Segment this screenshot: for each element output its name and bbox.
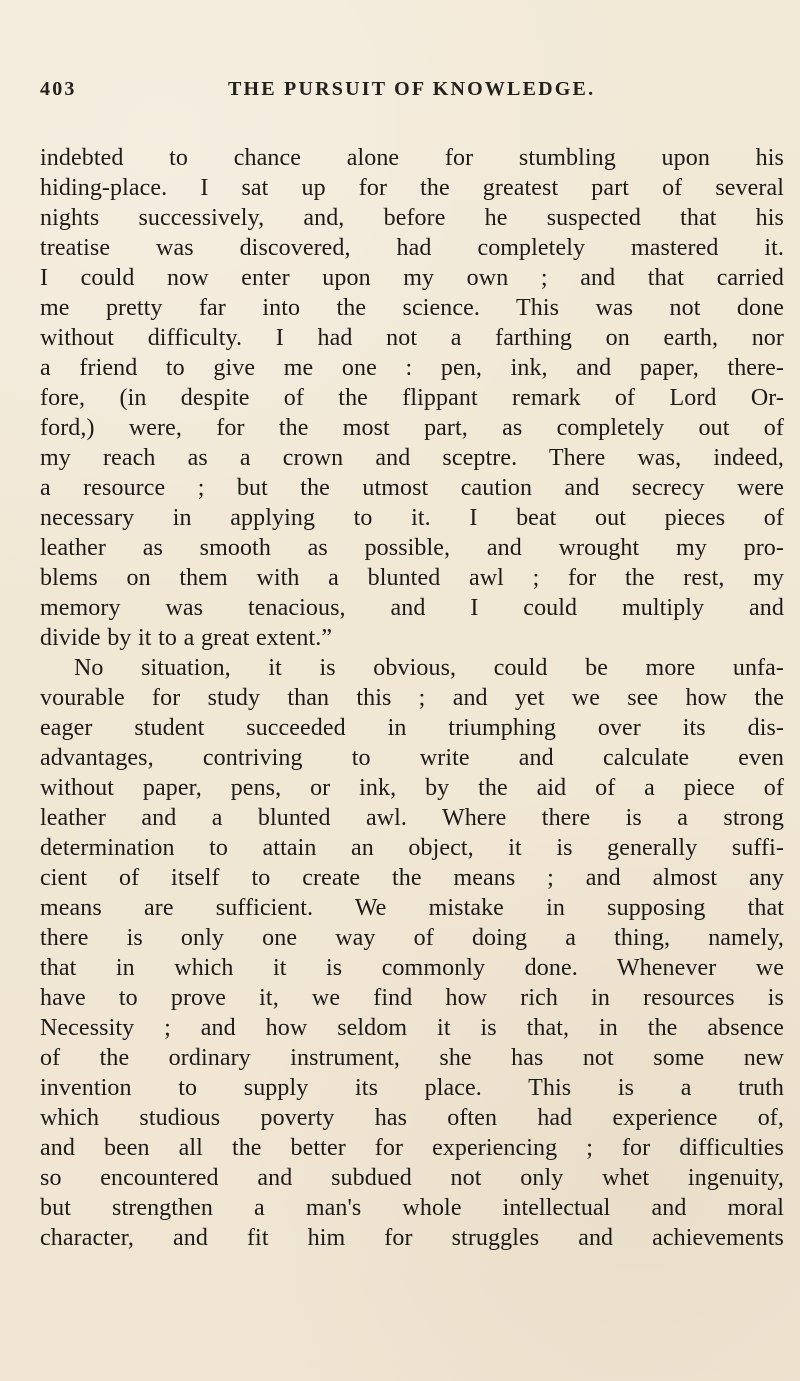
text-line: Necessity ; and how seldom it is that, in the absence bbox=[40, 1015, 784, 1041]
text-line: my reach as a crown and sceptre. There was, indeed, bbox=[40, 445, 784, 471]
page-number: 403 bbox=[40, 78, 77, 100]
text-line: that in which it is commonly done. Whenever we bbox=[40, 955, 784, 981]
text-line: a friend to give me one : pen, ink, and paper, there- bbox=[40, 355, 784, 381]
text-line: means are sufficient. We mistake in supposing that bbox=[40, 895, 784, 921]
text-line: determination to attain an object, it is generally suffi- bbox=[40, 835, 784, 861]
text-line: nights successively, and, before he suspected that his bbox=[40, 205, 784, 231]
text-line: indebted to chance alone for stumbling upon his bbox=[40, 145, 784, 171]
text-line: ford,) were, for the most part, as completely out of bbox=[40, 415, 784, 441]
text-line: without difficulty. I had not a farthing on earth, nor bbox=[40, 325, 784, 351]
text-line: I could now enter upon my own ; and that carried bbox=[40, 265, 784, 291]
page-header bbox=[40, 78, 730, 114]
text-line: vourable for study than this ; and yet we see how the bbox=[40, 685, 784, 711]
text-line: hiding-place. I sat up for the greatest part of several bbox=[40, 175, 784, 201]
text-line: and been all the better for experiencing ; for difficulties bbox=[40, 1135, 784, 1161]
text-line: me pretty far into the science. This was not done bbox=[40, 295, 784, 321]
text-line: advantages, contriving to write and calculate even bbox=[40, 745, 784, 771]
text-line: memory was tenacious, and I could multiply and bbox=[40, 595, 784, 621]
text-line: there is only one way of doing a thing, namely, bbox=[40, 925, 784, 951]
text-line: cient of itself to create the means ; and almost any bbox=[40, 865, 784, 891]
running-head: THE PURSUIT OF KNOWLEDGE. bbox=[228, 78, 596, 100]
text-line: necessary in applying to it. I beat out pieces of bbox=[40, 505, 784, 531]
text-line: but strengthen a man's whole intellectual and moral bbox=[40, 1195, 784, 1221]
text-line: blems on them with a blunted awl ; for the rest, my bbox=[40, 565, 784, 591]
text-line: divide by it to a great extent.” bbox=[40, 625, 333, 651]
page-text bbox=[40, 143, 784, 1253]
text-line: have to prove it, we find how rich in resources is bbox=[40, 985, 784, 1011]
text-line: invention to supply its place. This is a truth bbox=[40, 1075, 784, 1101]
text-line: fore, (in despite of the flippant remark of Lord Or- bbox=[40, 385, 784, 411]
text-line: so encountered and subdued not only whet ingenuity, bbox=[40, 1165, 784, 1191]
text-line: which studious poverty has often had experience of, bbox=[40, 1105, 784, 1131]
text-line: leather and a blunted awl. Where there is a strong bbox=[40, 805, 784, 831]
text-line: a resource ; but the utmost caution and secrecy were bbox=[40, 475, 784, 501]
paragraph-start-line: No situation, it is obvious, could be more unfa- bbox=[74, 655, 784, 681]
text-line: without paper, pens, or ink, by the aid of a piece of bbox=[40, 775, 784, 801]
text-line: leather as smooth as possible, and wrought my pro- bbox=[40, 535, 784, 561]
text-line: of the ordinary instrument, she has not some new bbox=[40, 1045, 784, 1071]
text-line: character, and fit him for struggles and achievements bbox=[40, 1225, 784, 1251]
text-line: treatise was discovered, had completely mastered it. bbox=[40, 235, 784, 261]
text-line: eager student succeeded in triumphing over its dis- bbox=[40, 715, 784, 741]
